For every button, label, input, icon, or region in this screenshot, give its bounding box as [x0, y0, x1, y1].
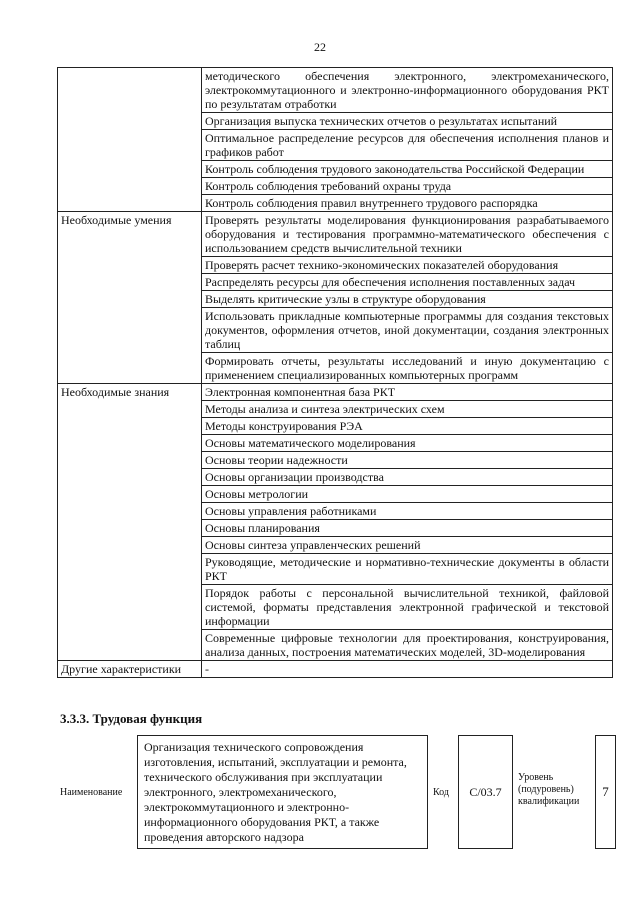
group-label-cell — [58, 554, 202, 585]
group-label-cell — [58, 353, 202, 384]
group-label-cell — [58, 274, 202, 291]
group-label-cell: Другие характеристики — [58, 661, 202, 678]
requirement-item: Основы синтеза управленческих решений — [202, 537, 613, 554]
table-row — [58, 113, 613, 130]
table-row — [58, 520, 613, 537]
table-row — [58, 274, 613, 291]
requirement-item: Формировать отчеты, результаты исследований и иную документацию с применением специализированных компьютерных программ — [202, 353, 613, 384]
table-row — [58, 661, 613, 678]
group-label-cell — [58, 68, 202, 113]
requirement-item: Электронная компонентная база РКТ — [202, 384, 613, 401]
group-label-cell — [58, 630, 202, 661]
table-row — [58, 418, 613, 435]
requirement-item: Основы планирования — [202, 520, 613, 537]
group-label-cell — [58, 537, 202, 554]
table-row — [58, 195, 613, 212]
table-row — [58, 630, 613, 661]
requirements-table — [57, 67, 613, 678]
requirement-item: Основы теории надежности — [202, 452, 613, 469]
level-label: Уровень (подуровень) квалификации — [518, 772, 580, 807]
group-label-cell — [58, 486, 202, 503]
table-row — [58, 178, 613, 195]
requirement-item: Контроль соблюдения правил внутреннего трудового распорядка — [202, 195, 613, 212]
group-label-cell — [58, 435, 202, 452]
group-label-cell — [58, 401, 202, 418]
requirement-item: методического обеспечения электронного, электромеханического, электрокоммутационного и электронно-информационного оборудования РКТ по результатам отработки — [202, 68, 613, 113]
requirement-item: Выделять критические узлы в структуре оборудования — [202, 291, 613, 308]
table-row — [58, 401, 613, 418]
table-row — [58, 537, 613, 554]
table-row — [58, 257, 613, 274]
requirement-item: Порядок работы с персональной вычислительной техникой, файловой системой, форматы представления электронной графической и текстовой информации — [202, 585, 613, 630]
requirement-item: Методы конструирования РЭА — [202, 418, 613, 435]
group-label-cell — [58, 257, 202, 274]
table-row — [58, 353, 613, 384]
group-label-cell: Необходимые умения — [58, 212, 202, 257]
code-label: Код — [433, 787, 449, 798]
group-label-cell — [58, 503, 202, 520]
table-row — [58, 68, 613, 113]
table-row — [58, 503, 613, 520]
table-row — [58, 554, 613, 585]
table-row — [58, 469, 613, 486]
requirement-item: Руководящие, методические и нормативно-технические документы в области РКТ — [202, 554, 613, 585]
code-value-box: C/03.7 — [458, 735, 513, 849]
requirement-item: Методы анализа и синтеза электрических схем — [202, 401, 613, 418]
group-label-cell: Необходимые знания — [58, 384, 202, 401]
requirement-item: Основы управления работниками — [202, 503, 613, 520]
requirement-item: Современные цифровые технологии для проектирования, конструирования, анализа данных, построения математических моделей, 3D-моделирования — [202, 630, 613, 661]
requirement-item: Проверять расчет технико-экономических показателей оборудования — [202, 257, 613, 274]
table-row — [58, 585, 613, 630]
table-row — [58, 452, 613, 469]
table-row — [58, 486, 613, 503]
requirement-item: Распределять ресурсы для обеспечения исполнения поставленных задач — [202, 274, 613, 291]
table-row — [58, 308, 613, 353]
requirement-item: Контроль соблюдения трудового законодательства Российской Федерации — [202, 161, 613, 178]
table-row — [58, 435, 613, 452]
group-label-cell — [58, 469, 202, 486]
table-row — [58, 130, 613, 161]
requirement-item: Оптимальное распределение ресурсов для обеспечения исполнения планов и графиков работ — [202, 130, 613, 161]
requirement-item: - — [202, 661, 613, 678]
group-label-cell — [58, 178, 202, 195]
group-label-cell — [58, 585, 202, 630]
table-row — [58, 212, 613, 257]
requirement-item: Организация выпуска технических отчетов о результатах испытаний — [202, 113, 613, 130]
group-label-cell — [58, 130, 202, 161]
table-row — [58, 384, 613, 401]
group-label-cell — [58, 195, 202, 212]
page-number: 22 — [314, 40, 326, 54]
requirement-item: Проверять результаты моделирования функционирования разрабатываемого оборудования и тестирования программно-математического обеспечения с использованием средств вычислительной техники — [202, 212, 613, 257]
group-label-cell — [58, 113, 202, 130]
requirement-item: Основы математического моделирования — [202, 435, 613, 452]
name-label: Наименование — [60, 787, 123, 798]
requirement-item: Контроль соблюдения требований охраны труда — [202, 178, 613, 195]
table-row — [58, 161, 613, 178]
table-row — [58, 291, 613, 308]
level-value-box: 7 — [595, 735, 616, 849]
requirement-item: Основы метрологии — [202, 486, 613, 503]
section-heading: 3.3.3. Трудовая функция — [60, 711, 203, 726]
function-name-box: Организация технического сопровождения изготовления, испытаний, эксплуатации и ремонта, технического обслуживания при эксплуатации электронного, электромеханического, электрокоммутационного и электронно-информационного оборудования РКТ, а также проведения авторского надзора — [137, 735, 428, 849]
requirement-item: Использовать прикладные компьютерные программы для создания текстовых документов, оформления отчетов, иной документации, создания электронных таблиц — [202, 308, 613, 353]
group-label-cell — [58, 308, 202, 353]
group-label-cell — [58, 161, 202, 178]
group-label-cell — [58, 452, 202, 469]
group-label-cell — [58, 520, 202, 537]
group-label-cell — [58, 418, 202, 435]
requirement-item: Основы организации производства — [202, 469, 613, 486]
group-label-cell — [58, 291, 202, 308]
